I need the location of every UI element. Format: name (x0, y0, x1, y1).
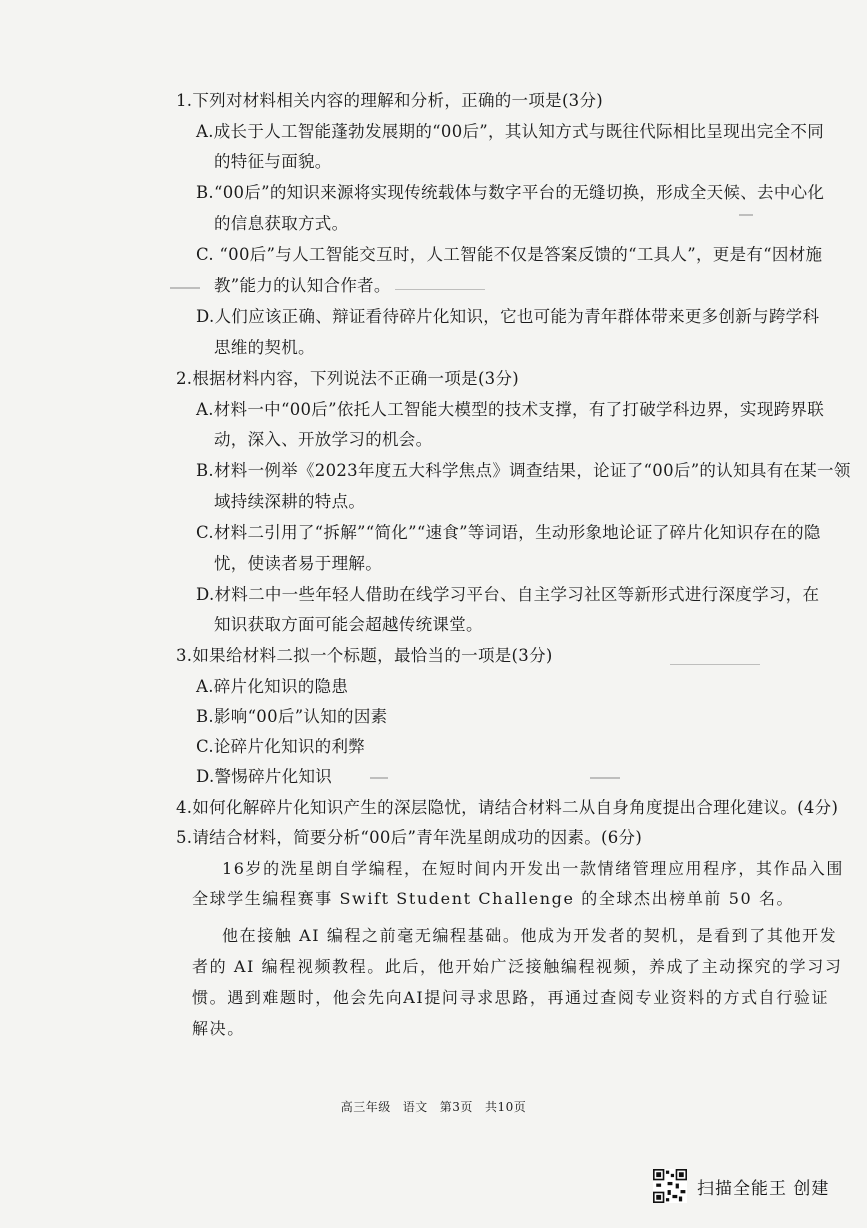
scan-smudge (590, 777, 620, 779)
scanner-label: 扫描全能王 创建 (697, 1178, 830, 1199)
footer-page: 第3页 (439, 1100, 473, 1114)
page-footer (0, 1098, 867, 1115)
q2-option-b-line1: B.材料一例举《2023年度五大科学焦点》调查结果，论证了“00后”的认知具有在某一领 (196, 461, 851, 480)
scan-smudge (739, 214, 753, 216)
q1-option-c-line2: 教”能力的认知合作者。 (214, 276, 391, 295)
scanner-watermark (653, 1168, 829, 1204)
qr-code-icon (653, 1169, 687, 1203)
q3-option-d: D.警惕碎片化知识 (196, 767, 333, 786)
q2-option-d-line1: D.材料二中一些年轻人借助在线学习平台、自主学习社区等新形式进行深度学习，在 (196, 585, 820, 604)
q2-option-b-line2: 域持续深耕的特点。 (214, 492, 366, 511)
passage-p2-line2: 者的 AI 编程视频教程。此后，他开始广泛接触编程视频，养成了主动探究的学习习 (192, 957, 843, 976)
q2-option-d-line2: 知识获取方面可能会超越传统课堂。 (214, 615, 483, 634)
question-4-stem: 4.如何化解碎片化知识产生的深层隐忧，请结合材料二从自身角度提出合理化建议。(4分) (176, 798, 839, 817)
scan-smudge (170, 287, 200, 289)
q1-option-a-line1: A.成长于人工智能蓬勃发展期的“00后”，其认知方式与既往代际相比呈现出完全不同 (196, 122, 825, 141)
footer-grade: 高三年级 (340, 1100, 391, 1114)
q1-option-b-line2: 的信息获取方式。 (214, 214, 349, 233)
q3-option-b: B.影响“00后”认知的因素 (196, 707, 388, 726)
q2-option-c-line2: 忧，使读者易于理解。 (214, 554, 382, 573)
q2-option-c-line1: C.材料二引用了“拆解”“简化”“速食”等词语，生动形象地论证了碎片化知识存在的隐 (196, 523, 821, 542)
q1-option-d-line2: 思维的契机。 (214, 338, 315, 357)
q1-option-d-line1: D.人们应该正确、辩证看待碎片化知识，它也可能为青年群体带来更多创新与跨学科 (196, 307, 820, 326)
footer-subject: 语文 (402, 1100, 428, 1114)
q2-option-a-line2: 动，深入、开放学习的机会。 (214, 430, 433, 449)
question-3-stem: 3.如果给材料二拟一个标题，最恰当的一项是(3分) (176, 646, 553, 665)
scan-smudge (395, 289, 485, 290)
passage-p1-line2: 全球学生编程赛事 Swift Student Challenge 的全球杰出榜单前 50 名。 (192, 889, 795, 908)
scan-smudge (670, 664, 760, 665)
q2-option-a-line1: A.材料一中“00后”依托人工智能大模型的技术支撑，有了打破学科边界，实现跨界联 (196, 400, 825, 419)
q1-option-b-line1: B.“00后”的知识来源将实现传统载体与数字平台的无缝切换，形成全天候、去中心化 (196, 183, 825, 202)
q3-option-a: A.碎片化知识的隐患 (196, 677, 349, 696)
question-1-stem: 1.下列对材料相关内容的理解和分析，正确的一项是(3分) (176, 91, 604, 110)
q3-option-c: C.论碎片化知识的利弊 (196, 737, 366, 756)
q1-option-a-line2: 的特征与面貌。 (214, 152, 332, 171)
q1-option-c-line1: C. “00后”与人工智能交互时，人工智能不仅是答案反馈的“工具人”，更是有“因材施 (196, 245, 823, 264)
passage-p2-line3: 惯。遇到难题时，他会先向AI提问寻求思路，再通过查阅专业资料的方式自行验证 (192, 988, 830, 1007)
question-5-stem: 5.请结合材料，简要分析“00后”青年洗星朗成功的因素。(6分) (176, 828, 643, 847)
scan-smudge (370, 777, 388, 779)
passage-p1-line1: 16岁的洗星朗自学编程，在短时间内开发出一款情绪管理应用程序，其作品入围 (222, 859, 844, 878)
footer-total: 共10页 (484, 1100, 527, 1114)
passage-p2-line1: 他在接触 AI 编程之前毫无编程基础。他成为开发者的契机，是看到了其他开发 (222, 926, 838, 945)
question-2-stem: 2.根据材料内容，下列说法不正确一项是(3分) (176, 369, 520, 388)
passage-p2-line4: 解决。 (192, 1019, 245, 1038)
